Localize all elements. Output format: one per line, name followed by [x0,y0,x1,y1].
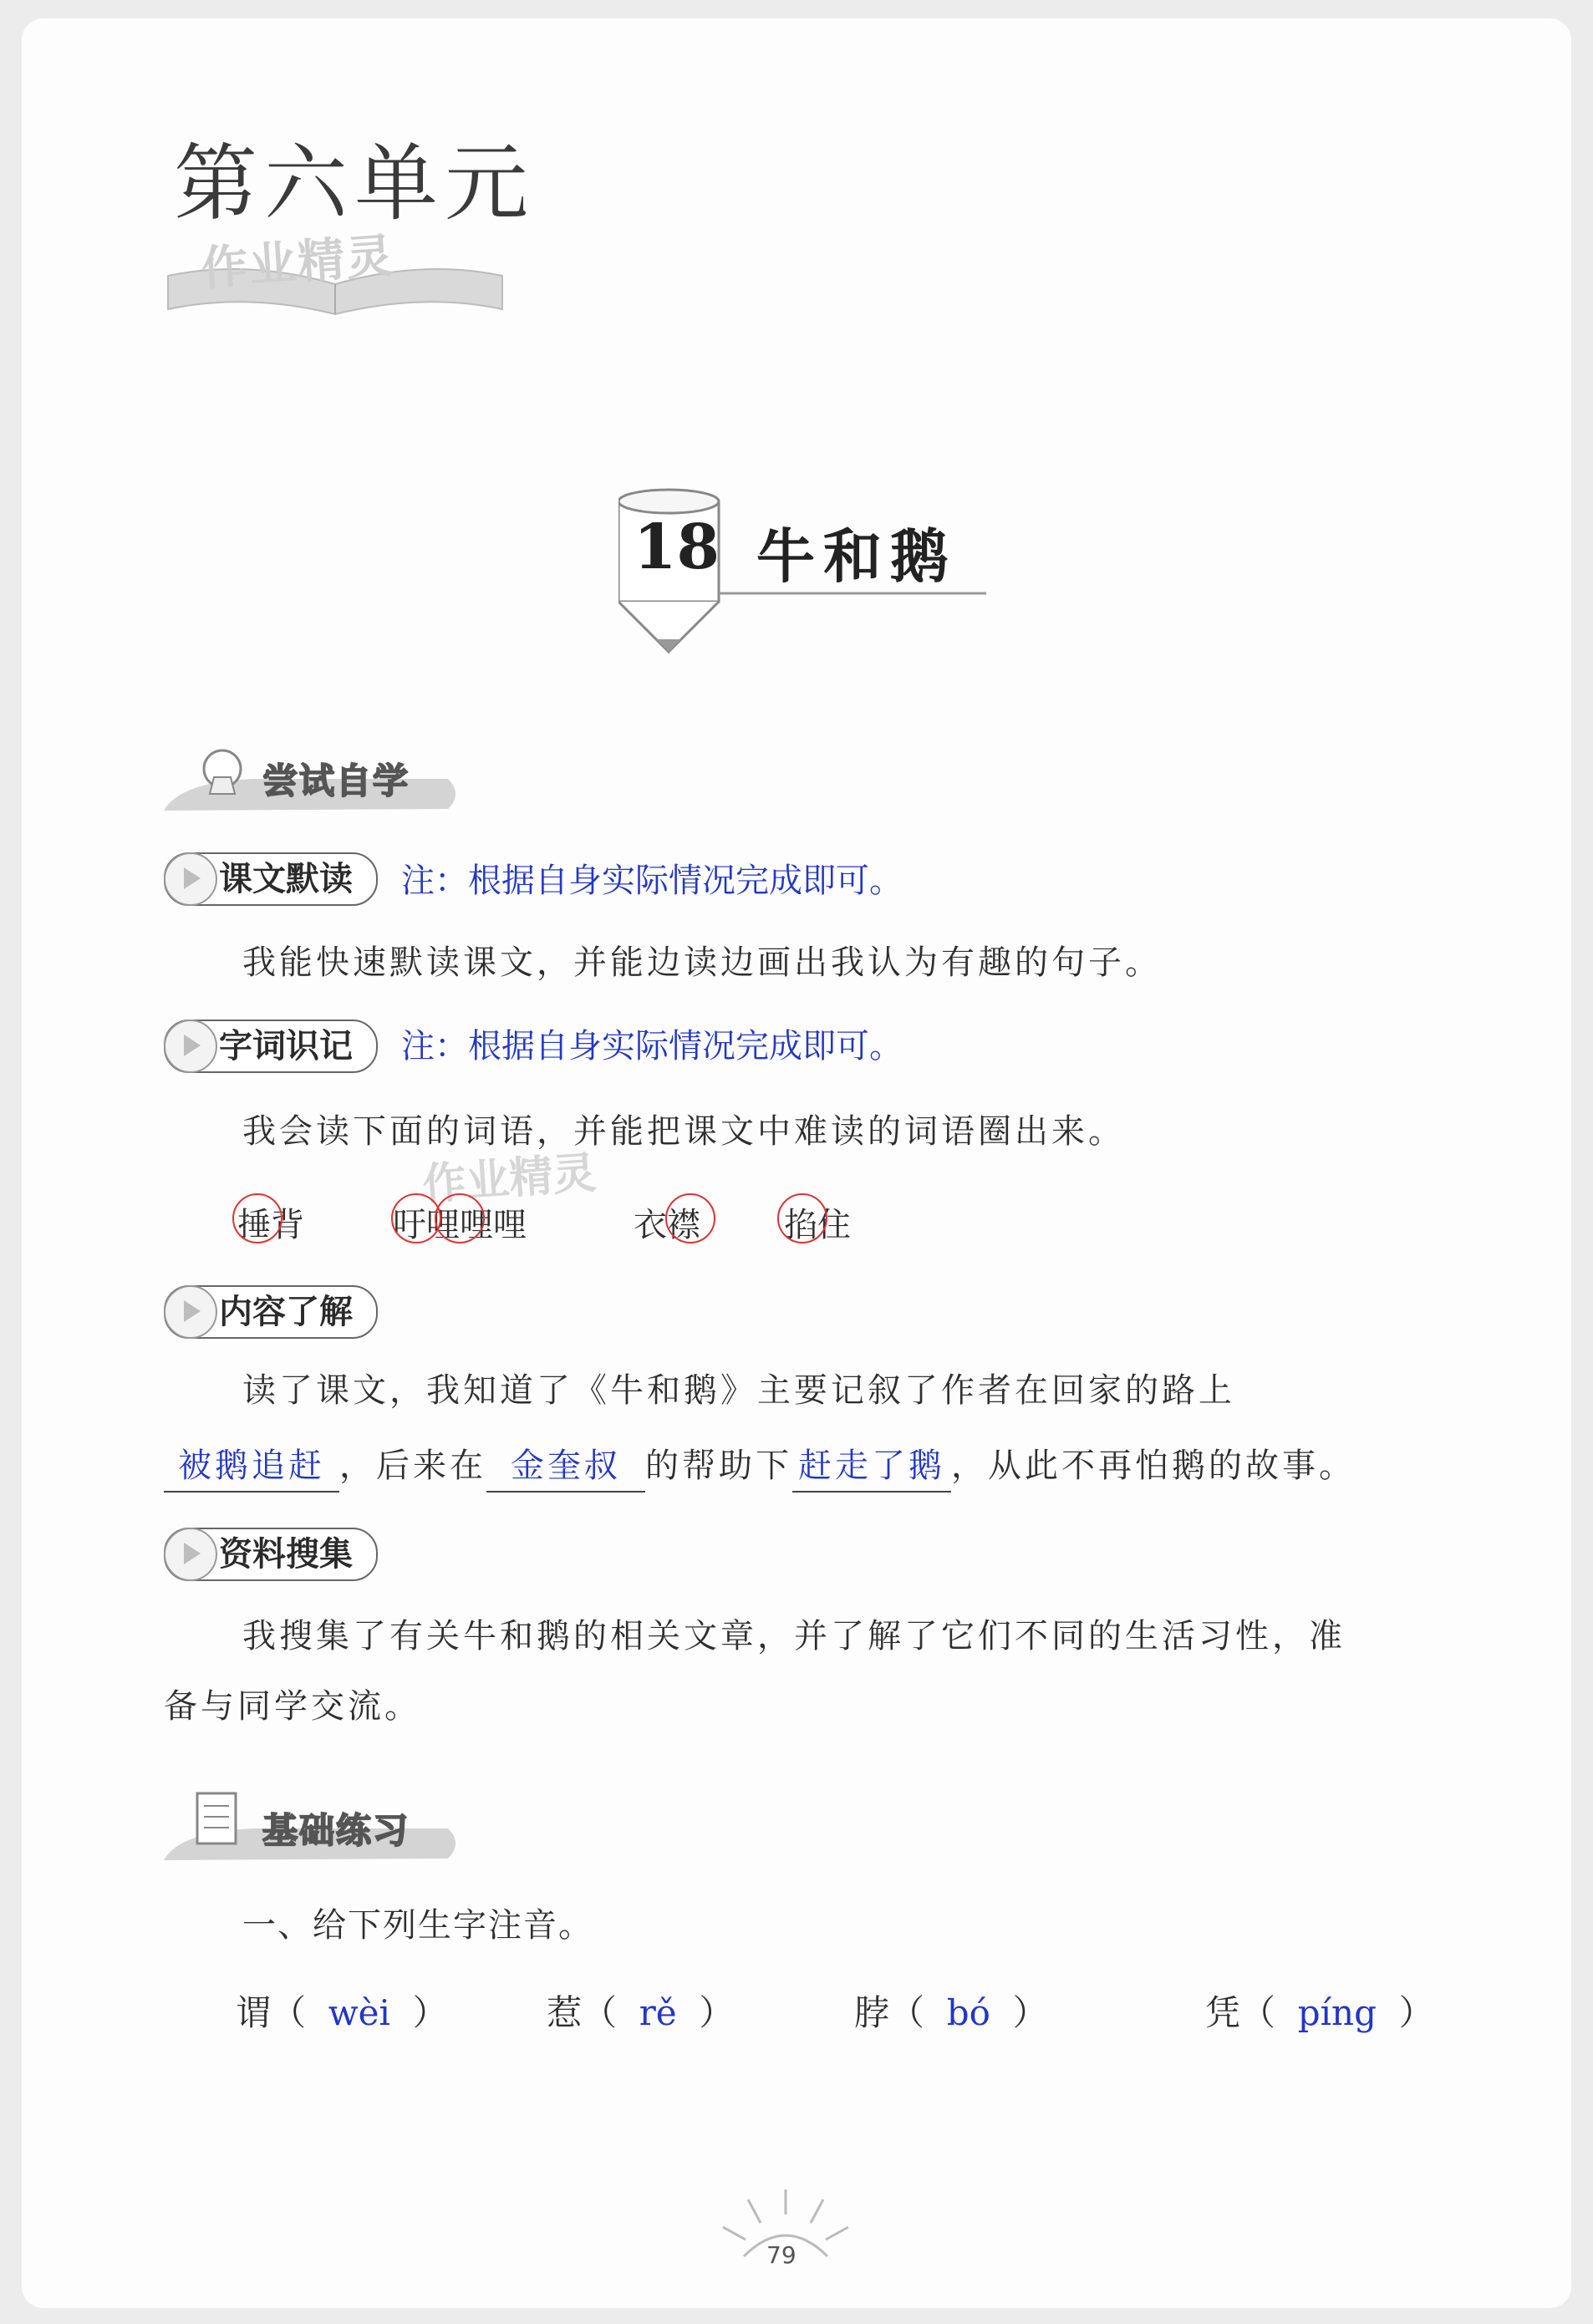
pinyin-answer: píng [1297,1992,1377,2033]
note-vocabulary: 注：根据自身实际情况完成即可。 [401,1027,903,1065]
pinyin-answer: bó [946,1992,990,2033]
lesson-title: 牛和鹅 [756,521,957,591]
research-line-2: 备与同学交流。 [164,1687,421,1726]
pinyin-char: 凭 [1205,1992,1241,2033]
section-practice [164,1785,465,1869]
pinyin-answer: wèi [328,1992,390,2033]
section-self-study [164,735,465,819]
word-4: 掐住 [784,1206,851,1244]
circle-mark [777,1193,827,1243]
pinyin-item-3: 脖（ bó ） [854,1992,1048,2033]
unit-watermark: 作业精灵 [199,228,397,297]
play-icon [164,1285,217,1339]
content-mid-2: 的帮助下 [645,1447,792,1485]
tag-content [164,1285,378,1339]
word-1: 捶背 [237,1206,304,1244]
content-end: ，从此不再怕鹅的故事。 [951,1447,1356,1485]
circle-mark [435,1193,485,1243]
pinyin-item-2: 惹（ rě ） [547,1992,735,2033]
content-line-2 [164,1431,1356,1501]
tag-silent-reading-label: 课文默读 [219,860,353,898]
word-3: 衣襟 [634,1206,700,1244]
circle-mark [391,1193,441,1243]
pinyin-char: 脖 [854,1992,890,2033]
content-mid-1: ，后来在 [339,1447,486,1485]
answer-2: 金奎叔 [511,1447,621,1485]
note-silent-reading: 注：根据自身实际情况完成即可。 [401,862,903,900]
word-2: 吁哩哩哩 [393,1206,527,1244]
unit-title: 第六单元 [174,135,535,232]
page-number: 79 [766,2241,796,2269]
section-practice-label: 基础练习 [262,1810,410,1851]
circle-mark [232,1193,282,1243]
content-line-1: 读了课文，我知道了《牛和鹅》主要记叙了作者在回家的路上 [242,1371,1235,1410]
answer-blank-2 [486,1441,645,1493]
section-self-study-label: 尝试自学 [262,760,410,801]
answer-3: 赶走了鹅 [798,1447,945,1485]
exercise-1-title: 一、给下列生字注音。 [242,1906,593,1945]
answer-blank-3 [792,1441,951,1493]
pinyin-answer: rě [639,1992,677,2033]
lesson-number: 18 [634,511,720,583]
pinyin-char: 谓 [236,1992,272,2033]
research-line-1: 我搜集了有关牛和鹅的相关文章，并了解了它们不同的生活习性，准 [242,1617,1346,1655]
pinyin-char: 惹 [547,1992,583,2033]
tag-vocabulary [164,1020,378,1073]
answer-1: 被鹅追赶 [178,1447,325,1485]
play-icon [164,1020,217,1073]
circle-mark [665,1193,715,1243]
vocab-watermark: 作业精灵 [420,1147,598,1211]
answer-blank-1 [164,1441,339,1493]
tag-research [164,1528,378,1581]
tag-research-label: 资料搜集 [219,1535,353,1574]
pinyin-item-1: 谓（ wèi ） [236,1992,448,2033]
tag-content-label: 内容了解 [219,1293,353,1331]
silent-reading-text: 我能快速默读课文，并能边读边画出我认为有趣的句子。 [242,943,1162,982]
play-icon [164,852,217,906]
pinyin-item-4: 凭（ píng ） [1205,1992,1434,2033]
tag-silent-reading [164,852,378,906]
tag-vocabulary-label: 字词识记 [219,1027,353,1065]
play-icon [164,1528,217,1581]
vocabulary-text: 我会读下面的词语，并能把课文中难读的词语圈出来。 [242,1112,1125,1151]
